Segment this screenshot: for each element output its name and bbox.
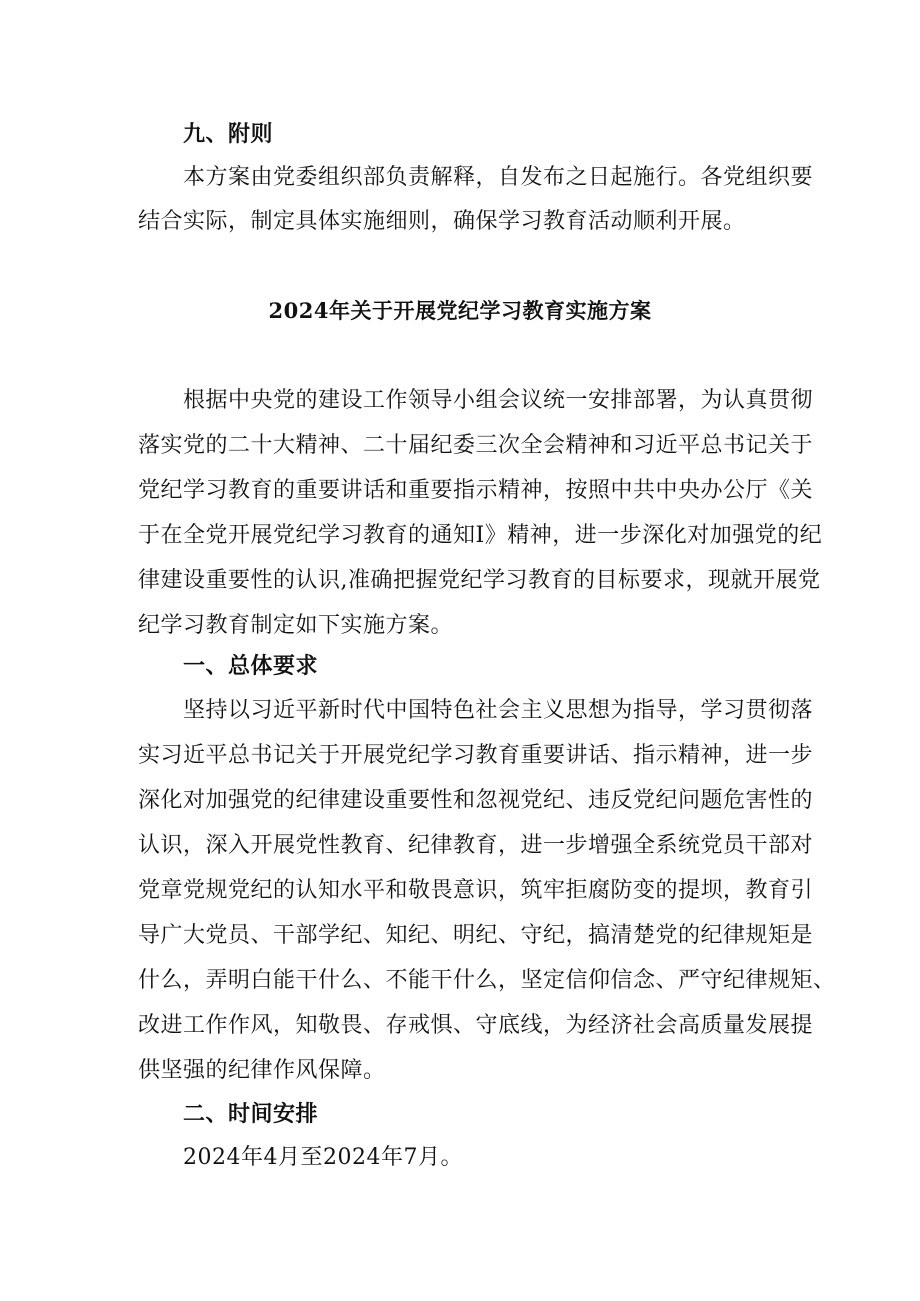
intro-line: 于在全党开展党纪学习教育的通知I》精神，进一步深化对加强党的纪: [138, 523, 823, 548]
appendix-line: 结合实际，制定具体实施细则，确保学习教育活动顺利开展。: [138, 209, 746, 234]
intro-line: 党纪学习教育的重要讲话和重要指示精神，按照中共中央办公厅《关: [138, 478, 814, 503]
intro-line: 律建设重要性的认识,准确把握党纪学习教育的目标要求，现就开展党: [138, 568, 821, 593]
intro-line: 落实党的二十大精神、二十届纪委三次全会精神和习近平总书记关于: [138, 433, 814, 458]
intro-line: 纪学习教育制定如下实施方案。: [138, 613, 454, 638]
section2-line: 2024年4月至2024年7月。: [183, 1145, 463, 1170]
section1-line: 深化对加强党的纪律建设重要性和忽视党纪、违反党纪问题危害性的: [138, 788, 814, 813]
document-title: 2024年关于开展党纪学习教育实施方案: [268, 298, 652, 323]
section1-line: 坚持以习近平新时代中国特色社会主义思想为指导，学习贯彻落: [183, 698, 814, 723]
section1-line: 实习近平总书记关于开展党纪学习教育重要讲话、指示精神，进一步: [138, 743, 814, 768]
appendix-heading: 九、附则: [183, 121, 274, 147]
section2-heading: 二、时间安排: [183, 1101, 319, 1127]
section1-line: 改进工作作风，知敬畏、存戒惧、守底线，为经济社会高质量发展提: [138, 1013, 814, 1038]
section1-line: 导广大党员、干部学纪、知纪、明纪、守纪，搞清楚党的纪律规矩是: [138, 923, 814, 948]
intro-line: 根据中央党的建设工作领导小组会议统一安排部署，为认真贯彻: [183, 388, 814, 413]
section1-line: 什么，弄明白能干什么、不能干什么，坚定信仰信念、严守纪律规矩、: [138, 968, 836, 993]
section1-line: 认识，深入开展党性教育、纪律教育，进一步增强全系统党员干部对: [138, 833, 814, 858]
section1-heading: 一、总体要求: [183, 653, 319, 679]
section1-line: 供坚强的纪律作风保障。: [138, 1058, 386, 1083]
section1-line: 党章党规党纪的认知水平和敬畏意识，筑牢拒腐防变的提坝，教育引: [138, 878, 814, 903]
appendix-line: 本方案由党委组织部负责解释，自发布之日起施行。各党组织要: [183, 165, 814, 190]
